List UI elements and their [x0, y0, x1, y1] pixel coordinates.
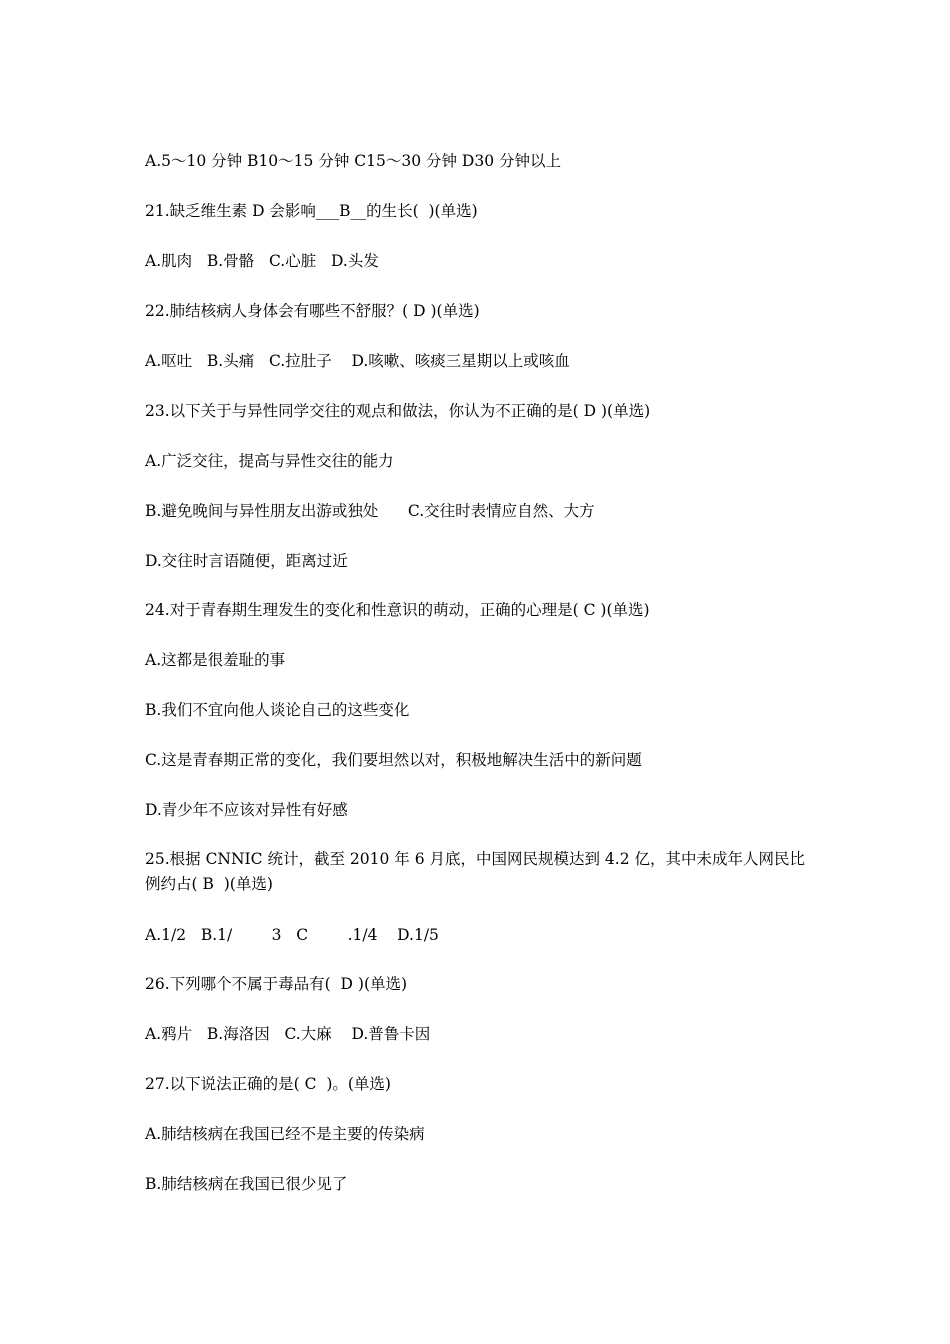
option-q23-d: D.交往时言语随便，距离过近: [145, 552, 348, 570]
option-q24-c: C.这是青春期正常的变化，我们要坦然以对，积极地解决生活中的新问题: [145, 751, 642, 769]
option-q27-a: A.肺结核病在我国已经不是主要的传染病: [145, 1125, 425, 1143]
option-q24-d: D.青少年不应该对异性有好感: [145, 801, 348, 819]
question-21: 21.缺乏维生素 D 会影响___B__的生长( )(单选): [145, 202, 478, 220]
option-q24-a: A.这都是很羞耻的事: [145, 651, 286, 669]
question-26: 26.下列哪个不属于毒品有( D )(单选): [145, 975, 408, 993]
option-q23-bc: B.避免晚间与异性朋友出游或独处 C.交往时表情应自然、大方: [145, 502, 595, 520]
option-q23-a: A.广泛交往，提高与异性交往的能力: [145, 452, 394, 470]
question-23: 23.以下关于与异性同学交往的观点和做法，你认为不正确的是( D )(单选): [145, 402, 651, 420]
options-q22: A.呕吐 B.头痛 C.拉肚子 D.咳嗽、咳痰三星期以上或咳血: [145, 352, 570, 370]
question-22: 22.肺结核病人身体会有哪些不舒服？( D )(单选): [145, 302, 480, 320]
option-q27-b: B.肺结核病在我国已很少见了: [145, 1175, 348, 1193]
option-q24-b: B.我们不宜向他人谈论自己的这些变化: [145, 701, 410, 719]
options-q21: A.肌肉 B.骨骼 C.心脏 D.头发: [145, 252, 379, 270]
option-line-q20: A.5～10 分钟 B10～15 分钟 C15～30 分钟 D30 分钟以上: [145, 152, 561, 170]
options-q25: A.1/2 B.1/ 3 C .1/4 D.1/5: [145, 926, 439, 944]
question-25: 25.根据 CNNIC 统计，截至 2010 年 6 月底，中国网民规模达到 4.2 亿，其中未成年人网民比例约占( B )(单选): [145, 850, 805, 893]
question-24: 24.对于青春期生理发生的变化和性意识的萌动，正确的心理是( C )(单选): [145, 601, 650, 619]
question-27: 27.以下说法正确的是( C )。(单选): [145, 1075, 391, 1093]
options-q26: A.鸦片 B.海洛因 C.大麻 D.普鲁卡因: [145, 1025, 431, 1043]
